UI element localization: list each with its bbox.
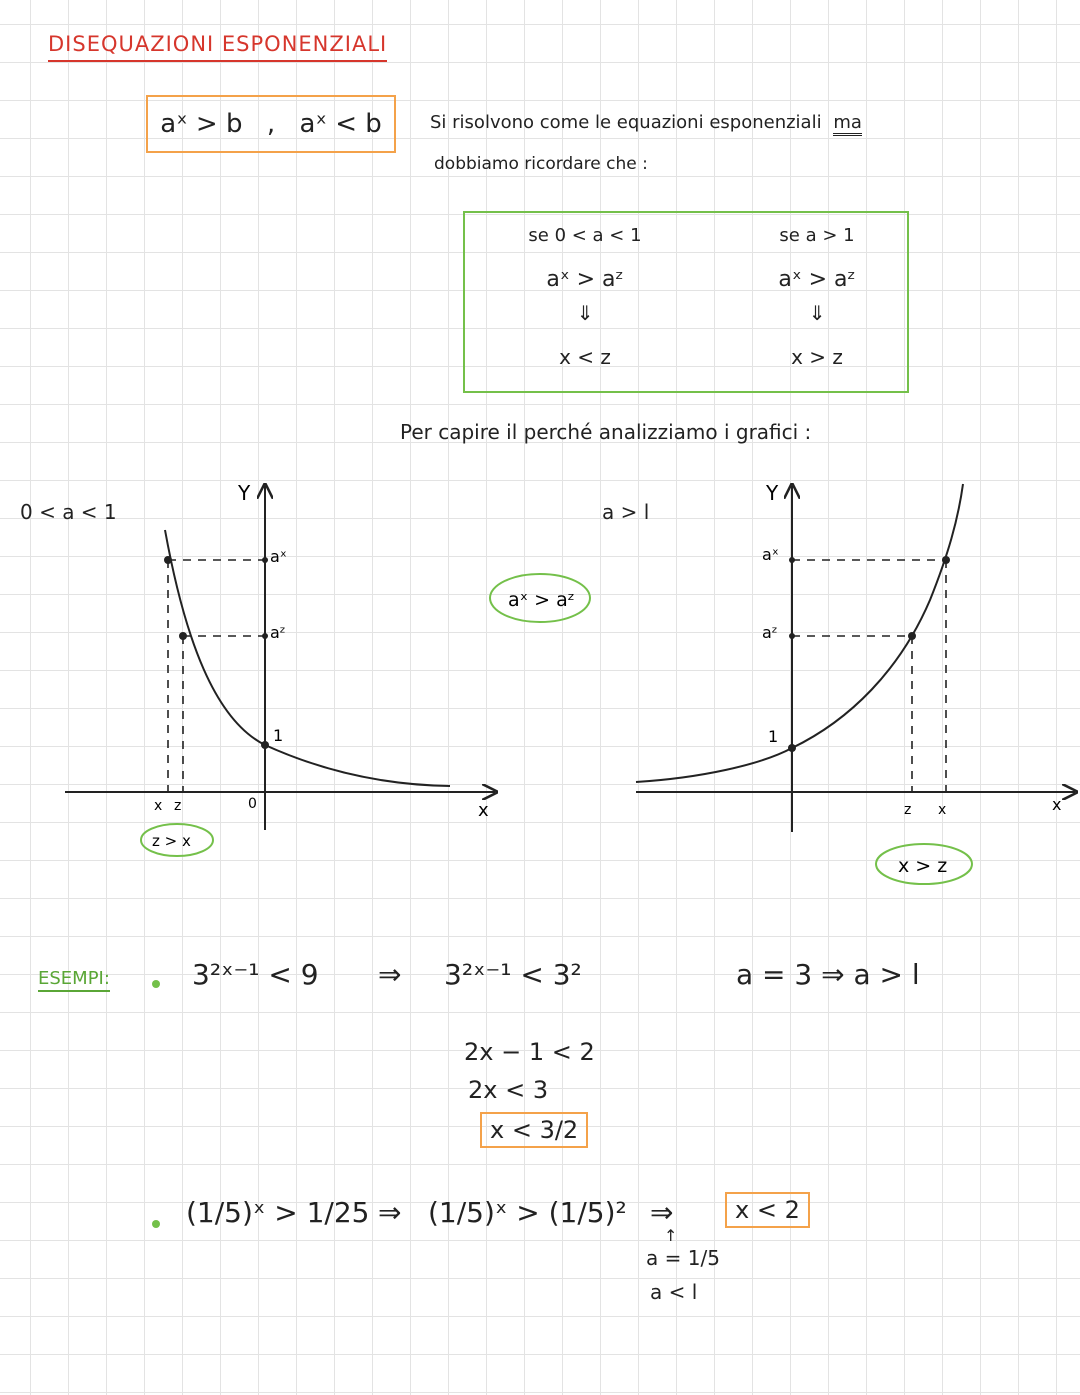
right-one-label: 1 — [768, 727, 779, 746]
right-point-az — [908, 632, 916, 640]
right-x-label: x — [1052, 795, 1062, 814]
page-title: DISEQUAZIONI ESPONENZIALI — [48, 32, 387, 62]
example-1-result-box — [480, 1112, 588, 1148]
left-ax-label: aˣ — [270, 547, 287, 566]
right-y-label: Y — [766, 481, 779, 505]
left-point-one — [261, 741, 269, 749]
right-graph-condition: a > l — [602, 500, 650, 524]
left-one-label: 1 — [273, 726, 284, 745]
form-greater: aˣ > b — [160, 109, 243, 139]
left-tick-z-label: z — [174, 798, 182, 814]
left-tick-ax — [262, 557, 268, 563]
intro-line-2: dobbiamo ricordare che : — [434, 154, 648, 174]
right-graph — [636, 481, 1075, 832]
left-graph — [65, 481, 495, 830]
example-2-up-arrow-icon: ↑ — [664, 1226, 678, 1245]
example-1-result: x < 3/2 — [490, 1116, 579, 1144]
example-2-base-condition: a < l — [650, 1280, 698, 1304]
intro-ma-underlined: ma — [833, 112, 862, 136]
left-graph-condition: 0 < a < 1 — [20, 500, 117, 524]
example-1-lhs: 3²ˣ⁻¹ < 9 — [192, 958, 319, 991]
left-x-label: x — [478, 800, 489, 821]
example-2-result-box — [725, 1192, 810, 1228]
examples-label: ESEMPI: — [38, 968, 110, 992]
right-tick-z-label: z — [904, 802, 912, 818]
example-1-step-1: 2x − 1 < 2 — [464, 1038, 595, 1066]
example-2-lhs: (1/5)ˣ > 1/25 — [186, 1196, 370, 1229]
left-curve — [165, 530, 450, 786]
rule-left-arrow: ⇓ — [576, 301, 594, 325]
example-2-arrow-2: ⇒ — [650, 1196, 674, 1229]
left-tick-x-label: x — [154, 798, 163, 814]
graphs-intro: Per capire il perché analizziamo i grafici : — [400, 420, 812, 444]
example-1-rhs: 3²ˣ⁻¹ < 3² — [444, 958, 582, 991]
left-result-label: z > x — [152, 832, 191, 850]
left-origin-label: 0 — [248, 796, 257, 812]
right-point-one — [788, 744, 796, 752]
example-2-rhs: (1/5)ˣ > (1/5)² — [428, 1196, 627, 1229]
example-1-step-2: 2x < 3 — [468, 1076, 549, 1104]
example-1-arrow: ⇒ — [378, 958, 402, 991]
example-1-bullet — [152, 980, 160, 988]
left-tick-az — [262, 633, 268, 639]
middle-bubble-label: aˣ > aᶻ — [508, 589, 575, 611]
rule-right-result: x > z — [791, 345, 843, 369]
intro-text: Si risolvono come le equazioni esponenziali — [430, 112, 822, 133]
left-point-az — [179, 632, 187, 640]
left-point-ax — [164, 556, 172, 564]
rule-right-arrow: ⇓ — [808, 301, 826, 325]
example-2-result: x < 2 — [735, 1196, 800, 1224]
rule-left-condition: se 0 < a < 1 — [528, 225, 642, 246]
left-y-label: Y — [238, 481, 251, 505]
form-separator: , — [266, 109, 276, 139]
example-1-base: a = 3 ⇒ a > l — [736, 958, 920, 991]
form-less: aˣ < b — [299, 109, 382, 139]
right-tick-az — [789, 633, 795, 639]
example-2-arrow: ⇒ — [378, 1196, 402, 1229]
example-2-base: a = 1/5 — [646, 1246, 720, 1270]
rule-right-inequality: aˣ > aᶻ — [778, 267, 856, 292]
rule-left-result: x < z — [559, 345, 611, 369]
left-az-label: aᶻ — [270, 623, 286, 642]
rule-right-condition: se a > 1 — [779, 225, 855, 246]
right-ax-label: aˣ — [762, 545, 779, 564]
example-2-bullet — [152, 1220, 160, 1228]
right-tick-x-label: x — [938, 802, 947, 818]
right-result-label: x > z — [898, 855, 948, 877]
rule-left-inequality: aˣ > aᶻ — [546, 267, 624, 292]
right-point-ax — [942, 556, 950, 564]
right-tick-ax — [789, 557, 795, 563]
right-az-label: aᶻ — [762, 623, 778, 642]
